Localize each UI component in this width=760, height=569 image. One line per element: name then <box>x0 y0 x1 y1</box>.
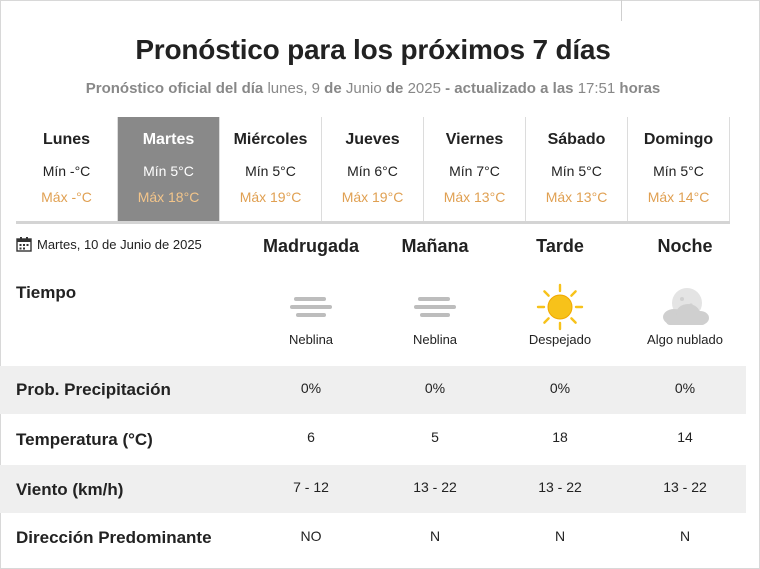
sun-icon <box>536 283 584 331</box>
label-tiempo: Tiempo <box>16 283 77 302</box>
condition-text: Neblina <box>288 332 334 347</box>
day-name: Martes <box>142 131 195 148</box>
day-min: Mín 7°C <box>449 163 500 179</box>
period-noche: Noche <box>657 236 713 256</box>
subtitle-de: de <box>324 80 342 97</box>
precip-value: 0% <box>424 380 446 396</box>
day-name: Jueves <box>345 131 400 148</box>
temp-value: 14 <box>677 429 693 445</box>
day-tabs <box>16 117 730 221</box>
page-title: Pronóstico para los próximos 7 días <box>135 34 611 65</box>
subtitle-year: 2025 <box>407 80 441 97</box>
wind-value: 13 - 22 <box>413 479 457 495</box>
day-name: Lunes <box>42 131 91 148</box>
period-tarde: Tarde <box>536 236 584 256</box>
precip-value: 0% <box>300 380 322 396</box>
direction-value: NO <box>300 528 322 544</box>
night-cloud-icon <box>660 285 710 329</box>
subtitle-date: lunes, 9 <box>267 80 320 97</box>
condition-manana <box>375 284 495 347</box>
day-max: Máx 13°C <box>443 189 506 205</box>
temp-value: 18 <box>552 429 568 445</box>
wind-value: 7 - 12 <box>293 479 329 495</box>
precip-value: 0% <box>674 380 696 396</box>
direction-value: N <box>554 528 566 544</box>
selected-date <box>16 236 202 252</box>
calendar-icon <box>16 236 32 252</box>
selected-date-text: Martes, 10 de Junio de 2025 <box>37 236 202 252</box>
day-min: Mín 5°C <box>245 163 296 179</box>
subtitle-month: Junio <box>345 80 382 97</box>
day-tab-lunes[interactable] <box>16 117 118 221</box>
precip-value: 0% <box>549 380 571 396</box>
day-min: Mín -°C <box>42 163 91 179</box>
day-max: Máx 18°C <box>137 189 200 205</box>
condition-tarde <box>500 284 620 347</box>
day-max: Máx 14°C <box>647 189 710 205</box>
label-wind: Viento (km/h) <box>16 480 124 499</box>
condition-text: Algo nublado <box>647 332 723 347</box>
day-tab-martes[interactable] <box>118 117 220 221</box>
day-min: Mín 5°C <box>551 163 602 179</box>
condition-madrugada <box>251 284 371 347</box>
day-name: Sábado <box>547 131 606 148</box>
direction-value: N <box>429 528 441 544</box>
day-max: Máx 19°C <box>239 189 302 205</box>
day-tab-viernes[interactable] <box>424 117 526 221</box>
day-tab-jueves[interactable] <box>322 117 424 221</box>
condition-noche <box>625 284 745 347</box>
subtitle-updated: - actualizado a las <box>445 80 574 97</box>
fog-icon <box>412 295 458 319</box>
temp-value: 5 <box>431 429 439 445</box>
day-max: Máx -°C <box>41 189 92 205</box>
day-tab-sabado[interactable] <box>526 117 628 221</box>
wind-value: 13 - 22 <box>663 479 707 495</box>
day-name: Domingo <box>643 131 714 148</box>
day-name: Miércoles <box>233 131 308 148</box>
label-direction: Dirección Predominante <box>16 528 212 547</box>
divider <box>16 221 730 224</box>
day-max: Máx 13°C <box>545 189 608 205</box>
condition-text: Neblina <box>412 332 458 347</box>
day-tab-miercoles[interactable] <box>220 117 322 221</box>
day-max: Máx 19°C <box>341 189 404 205</box>
subtitle-hours: horas <box>619 80 661 97</box>
subtitle-time: 17:51 <box>577 80 616 97</box>
day-min: Mín 5°C <box>653 163 704 179</box>
period-manana: Mañana <box>401 236 469 256</box>
condition-text: Despejado <box>528 332 592 347</box>
subtitle-prefix: Pronóstico oficial del día <box>85 80 264 97</box>
day-min: Mín 6°C <box>347 163 398 179</box>
label-temperature: Temperatura (°C) <box>16 430 153 449</box>
wind-value: 13 - 22 <box>538 479 582 495</box>
divider <box>621 0 622 21</box>
temp-value: 6 <box>307 429 315 445</box>
period-madrugada: Madrugada <box>262 236 359 256</box>
day-min: Mín 5°C <box>143 163 194 179</box>
direction-value: N <box>679 528 691 544</box>
day-tab-domingo[interactable] <box>628 117 730 221</box>
label-precip: Prob. Precipitación <box>16 380 171 399</box>
forecast-subtitle <box>0 80 746 97</box>
subtitle-de: de <box>385 80 404 97</box>
day-name: Viernes <box>445 131 504 148</box>
fog-icon <box>288 295 334 319</box>
